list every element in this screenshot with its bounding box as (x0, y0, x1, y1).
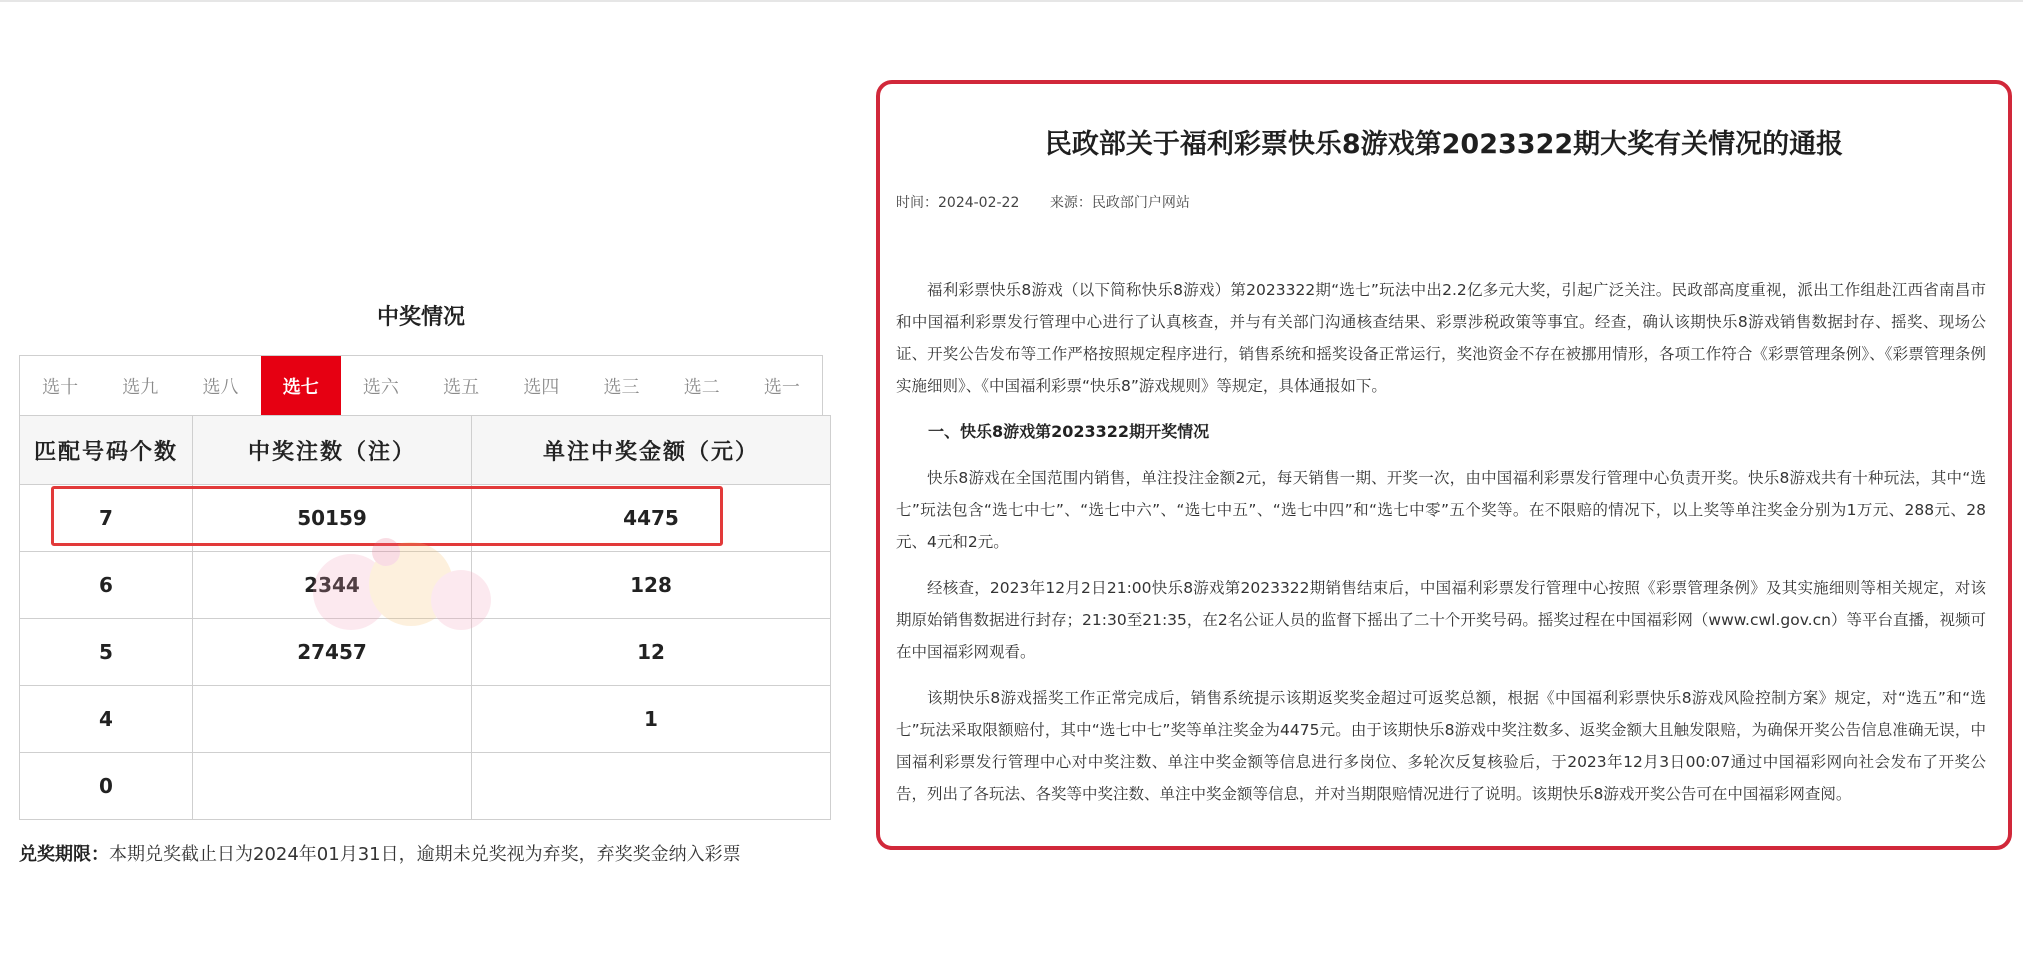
notice-document (876, 80, 2012, 850)
tab-xuanqi[interactable]: 选七 (261, 356, 341, 416)
table-row (20, 753, 831, 820)
cell-count (193, 686, 472, 753)
redeem-label: 兑奖期限： (19, 844, 109, 865)
cell-match: 5 (20, 619, 193, 686)
header-match-count: 匹配号码个数 (20, 416, 193, 485)
cell-amount: 12 (472, 619, 831, 686)
cell-amount (472, 753, 831, 820)
notice-meta (896, 192, 1216, 212)
tab-xuanjiu[interactable]: 选九 (122, 377, 159, 398)
tab-xuanwu[interactable]: 选五 (443, 377, 480, 398)
redeem-deadline (19, 840, 823, 866)
notice-source: 来源：民政部门户网站 (1049, 195, 1190, 211)
cell-count: 50159 (193, 485, 472, 552)
cell-match: 6 (20, 552, 193, 619)
paragraph: 经核查，2023年12月2日21:00快乐8游戏第2023322期销售结束后，中国福利彩票发行管理中心按照《彩票管理条例》及其实施细则等相关规定，对该期原始销售数据进行封存；21:30至21:35，在2名公证人员的监督下摇出了二十个开奖号码。摇奖过程在中国福彩网（www.cwl.gov.cn）等平台直播，视频可在中国福彩网观看。 (896, 579, 1986, 661)
header-win-count: 中奖注数（注） (193, 416, 472, 485)
tab-xuanba[interactable]: 选八 (202, 377, 239, 398)
prize-title: 中奖情况 (376, 305, 465, 330)
tab-xuansan[interactable]: 选三 (603, 377, 640, 398)
notice-body (896, 274, 1986, 824)
cell-amount: 128 (472, 552, 831, 619)
cell-count (193, 753, 472, 820)
cell-match: 0 (20, 753, 193, 820)
tab-xuanshi[interactable]: 选十 (42, 377, 79, 398)
cell-count: 2344 (193, 552, 472, 619)
table-row (20, 619, 831, 686)
paragraph: 该期快乐8游戏摇奖工作正常完成后，销售系统提示该期返奖奖金超过可返奖总额，根据《中国福利彩票快乐8游戏风险控制方案》规定，对“选五”和“选七”玩法采取限额赔付，其中“选七中七”奖等单注奖金为4475元。由于该期快乐8游戏中奖注数多、返奖金额大且触发限赔，为确保开奖公告信息准确无误，中国福利彩票发行管理中心对中奖注数、单注中奖金额等信息进行多岗位、多轮次反复核验后，于2023年12月3日00:07通过中国福彩网向社会发布了开奖公告，列出了各玩法、各奖等中奖注数、单注中奖金额等信息，并对当期限赔情况进行了说明。该期快乐8游戏开奖公告可在中国福彩网查阅。 (896, 689, 1986, 803)
cell-amount: 1 (472, 686, 831, 753)
table-row (20, 686, 831, 753)
table-header-row (20, 416, 831, 485)
tab-xuansi[interactable]: 选四 (523, 377, 560, 398)
cell-match: 4 (20, 686, 193, 753)
header-prize-amount: 单注中奖金额（元） (472, 416, 831, 485)
cell-match: 7 (20, 485, 193, 552)
tab-xuaner[interactable]: 选二 (683, 377, 720, 398)
table-row (20, 485, 831, 552)
notice-title: 民政部关于福利彩票快乐8游戏第2023322期大奖有关情况的通报 (1044, 129, 1844, 160)
section-heading: 一、快乐8游戏第2023322期开奖情况 (928, 422, 1210, 441)
prize-table (19, 415, 831, 820)
table-row (20, 552, 831, 619)
play-type-tabs (19, 355, 823, 417)
notice-time: 时间：2024-02-22 (896, 195, 1020, 211)
prize-panel (19, 0, 823, 962)
paragraph: 福利彩票快乐8游戏（以下简称快乐8游戏）第2023322期“选七”玩法中出2.2亿多元大奖，引起广泛关注。民政部高度重视，派出工作组赴江西省南昌市和中国福利彩票发行管理中心进行了认真核查，并与有关部门沟通核查结果、彩票涉税政策等事宜。经查，确认该期快乐8游戏销售数据封存、摇奖、现场公证、开奖公告发布等工作严格按照规定程序进行，销售系统和摇奖设备正常运行，奖池资金不存在被挪用情形，各项工作符合《彩票管理条例》、《彩票管理条例实施细则》、《中国福利彩票“快乐8”游戏规则》等规定，具体通报如下。 (896, 281, 1986, 395)
paragraph: 快乐8游戏在全国范围内销售，单注投注金额2元，每天销售一期、开奖一次，由中国福利彩票发行管理中心负责开奖。快乐8游戏共有十种玩法，其中“选七”玩法包含“选七中七”、“选七中六”、“选七中五”、“选七中四”和“选七中零”五个奖等。在不限赔的情况下，以上奖等单注奖金分别为1万元、288元、28元、4元和2元。 (896, 469, 1986, 551)
tab-xuanliu[interactable]: 选六 (362, 377, 399, 398)
cell-count: 27457 (193, 619, 472, 686)
cell-amount: 4475 (472, 485, 831, 552)
tab-xuanyi[interactable]: 选一 (763, 377, 800, 398)
redeem-text: 本期兑奖截止日为2024年01月31日，逾期未兑奖视为弃奖，弃奖奖金纳入彩票 (109, 844, 741, 865)
